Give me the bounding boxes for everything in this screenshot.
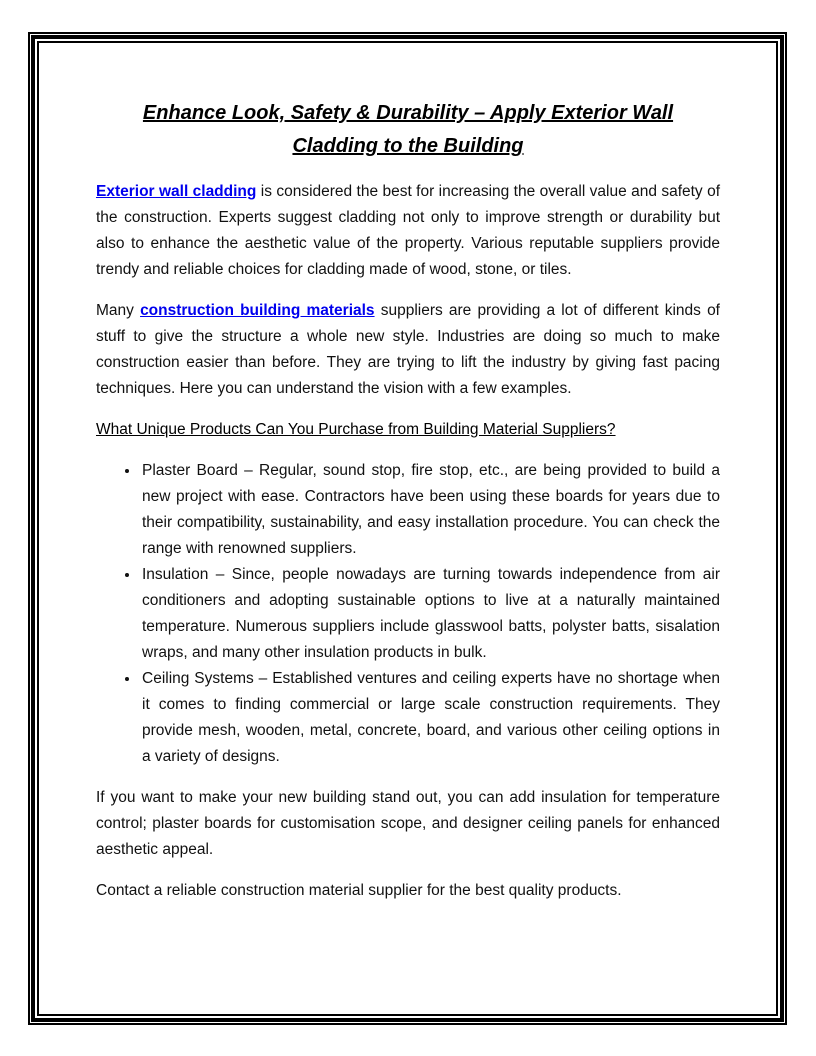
product-bullet-list bbox=[96, 458, 720, 770]
title-line-1: Enhance Look, Safety & Durability – Apply Exterior Wall bbox=[142, 102, 674, 124]
paragraph-contact: Contact a reliable construction material supplier for the best quality products. bbox=[96, 882, 622, 899]
paragraph-stand-out: If you want to make your new building stand out, you can add insulation for temperature control; plaster boards for customisation scope, and designer ceiling panels for enhanced aesthetic appeal. bbox=[96, 789, 720, 858]
paragraph-text: suppliers are providing a lot of different kinds of stuff to give the structure a whole new style. Industries are doing so much to make construction easier than before. They are trying to lift the industry by giving fast pacing techniques. Here you can understand the vision with a few examples. bbox=[96, 302, 720, 397]
title-line-2: Cladding to the Building bbox=[292, 135, 524, 157]
document-title bbox=[96, 97, 720, 163]
list-item-plaster-board: • Plaster Board – Regular, sound stop, fire stop, etc., are being provided to build a new project with ease. Contractors have been using these boards for years due to their compatibility, sustainability, and easy installation procedure. You can check the range with renowned suppliers. bbox=[140, 458, 720, 562]
list-item-insulation: • Insulation – Since, people nowadays are turning towards independence from air conditioners and adopting sustainable options to live at a naturally maintained temperature. Numerous suppliers include glasswool batts, polyster batts, sisalation wraps, and many other insulation products in bulk. bbox=[140, 562, 720, 666]
construction-building-materials-link[interactable]: construction building materials bbox=[140, 302, 375, 319]
paragraph-text: is considered the best for increasing the overall value and safety of the construction. Experts suggest cladding not only to improve strength or durability but also to enhance the aesthetic value of the property. Various reputable suppliers provide trendy and reliable choices for cladding made of wood, stone, or tiles. bbox=[96, 183, 720, 278]
paragraph-exterior-cladding bbox=[96, 179, 720, 283]
list-item-ceiling-systems: • Ceiling Systems – Established ventures and ceiling experts have no shortage when it comes to finding commercial or large scale construction requirements. They provide mesh, wooden, metal, concrete, board, and various other ceiling options in a variety of designs. bbox=[140, 666, 720, 770]
section-heading: What Unique Products Can You Purchase from Building Material Suppliers? bbox=[96, 421, 616, 438]
paragraph-text: Many bbox=[96, 302, 141, 319]
document-content bbox=[96, 97, 720, 919]
paragraph-building-materials bbox=[96, 298, 720, 402]
exterior-wall-cladding-link[interactable]: Exterior wall cladding bbox=[96, 183, 257, 200]
